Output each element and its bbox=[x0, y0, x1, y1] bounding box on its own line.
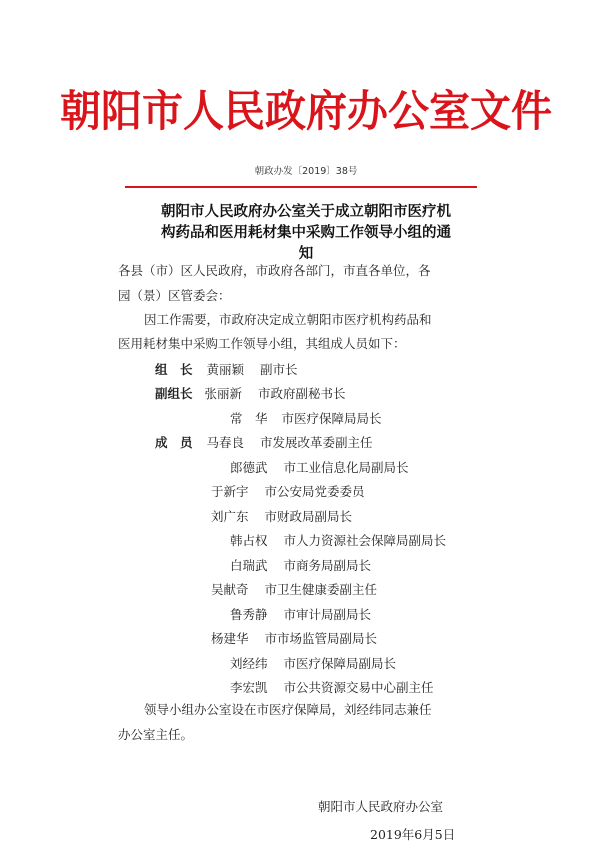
member-name: 刘广东 bbox=[211, 509, 249, 524]
member-title: 市人力资源社会保障局副局长 bbox=[283, 533, 447, 548]
member-title: 市医疗保障局副局长 bbox=[283, 656, 397, 671]
role-label: 副组长 bbox=[155, 386, 193, 401]
closing-line: 办公室主任。 bbox=[118, 727, 194, 742]
member-row bbox=[211, 580, 377, 598]
member-title: 市发展改革委副主任 bbox=[260, 435, 373, 450]
member-title: 副市长 bbox=[260, 362, 298, 377]
intro-line: 因工作需要，市政府决定成立朝阳市医疗机构药品和 bbox=[144, 312, 432, 327]
member-row bbox=[230, 605, 371, 623]
member-title: 市卫生健康委副主任 bbox=[264, 582, 378, 597]
leader-row bbox=[155, 360, 298, 378]
member-row bbox=[211, 507, 352, 525]
member-name: 刘经纬 bbox=[230, 656, 268, 671]
salutation-line: 各县（市）区人民政府，市政府各部门，市直各单位，各 bbox=[118, 263, 431, 278]
subject-line: 构药品和医用耗材集中采购工作领导小组的通 bbox=[161, 224, 451, 241]
document-number: 朝政办发〔2019〕38号 bbox=[254, 166, 358, 177]
deputy-row bbox=[230, 409, 382, 427]
member-row bbox=[230, 556, 371, 574]
member-row bbox=[211, 482, 365, 500]
member-name: 于新宇 bbox=[211, 484, 249, 499]
signature-org: 朝阳市人民政府办公室 bbox=[318, 799, 444, 814]
member-name: 常 华 bbox=[230, 411, 268, 426]
signature-date: 2019年6月5日 bbox=[370, 827, 456, 842]
document-subject bbox=[140, 201, 472, 264]
member-name: 韩占权 bbox=[230, 533, 268, 548]
member-row bbox=[155, 433, 373, 451]
member-name: 郎德武 bbox=[230, 460, 268, 475]
subject-line: 朝阳市人民政府办公室关于成立朝阳市医疗机 bbox=[161, 203, 451, 220]
member-row bbox=[230, 531, 446, 549]
subject-line: 知 bbox=[298, 245, 314, 262]
member-name: 张丽新 bbox=[204, 386, 243, 401]
member-name: 李宏凯 bbox=[230, 680, 268, 695]
member-title: 市财政局副局长 bbox=[264, 509, 353, 524]
member-title: 市公安局党委委员 bbox=[264, 484, 365, 499]
salutation-line: 园（景）区管委会： bbox=[118, 288, 231, 303]
member-title: 市审计局副局长 bbox=[283, 607, 372, 622]
member-title: 市商务局副局长 bbox=[283, 558, 372, 573]
deputy-row bbox=[155, 384, 346, 402]
member-row bbox=[230, 458, 409, 476]
member-title: 市政府副秘书长 bbox=[258, 386, 346, 401]
member-name: 杨建华 bbox=[211, 631, 249, 646]
member-title: 市公共资源交易中心副主任 bbox=[283, 680, 434, 695]
role-label: 组 长 bbox=[155, 362, 193, 377]
member-title: 市医疗保障局局长 bbox=[281, 411, 382, 426]
member-name: 白瑞武 bbox=[230, 558, 268, 573]
intro-line: 医用耗材集中采购工作领导小组，其组成人员如下： bbox=[118, 336, 406, 351]
red-divider-line bbox=[125, 186, 477, 188]
document-header-title: 朝阳市人民政府办公室文件 bbox=[60, 85, 552, 137]
member-name: 黄丽颖 bbox=[206, 362, 245, 377]
member-name: 吴献奇 bbox=[211, 582, 249, 597]
member-title: 市市场监管局副局长 bbox=[264, 631, 378, 646]
member-name: 马春良 bbox=[206, 435, 245, 450]
role-label: 成 员 bbox=[155, 435, 193, 450]
closing-line: 领导小组办公室设在市医疗保障局，刘经纬同志兼任 bbox=[144, 702, 432, 717]
member-row bbox=[230, 654, 396, 672]
member-row bbox=[211, 629, 377, 647]
member-title: 市工业信息化局副局长 bbox=[283, 460, 409, 475]
member-name: 鲁秀静 bbox=[230, 607, 268, 622]
member-row bbox=[230, 678, 434, 696]
